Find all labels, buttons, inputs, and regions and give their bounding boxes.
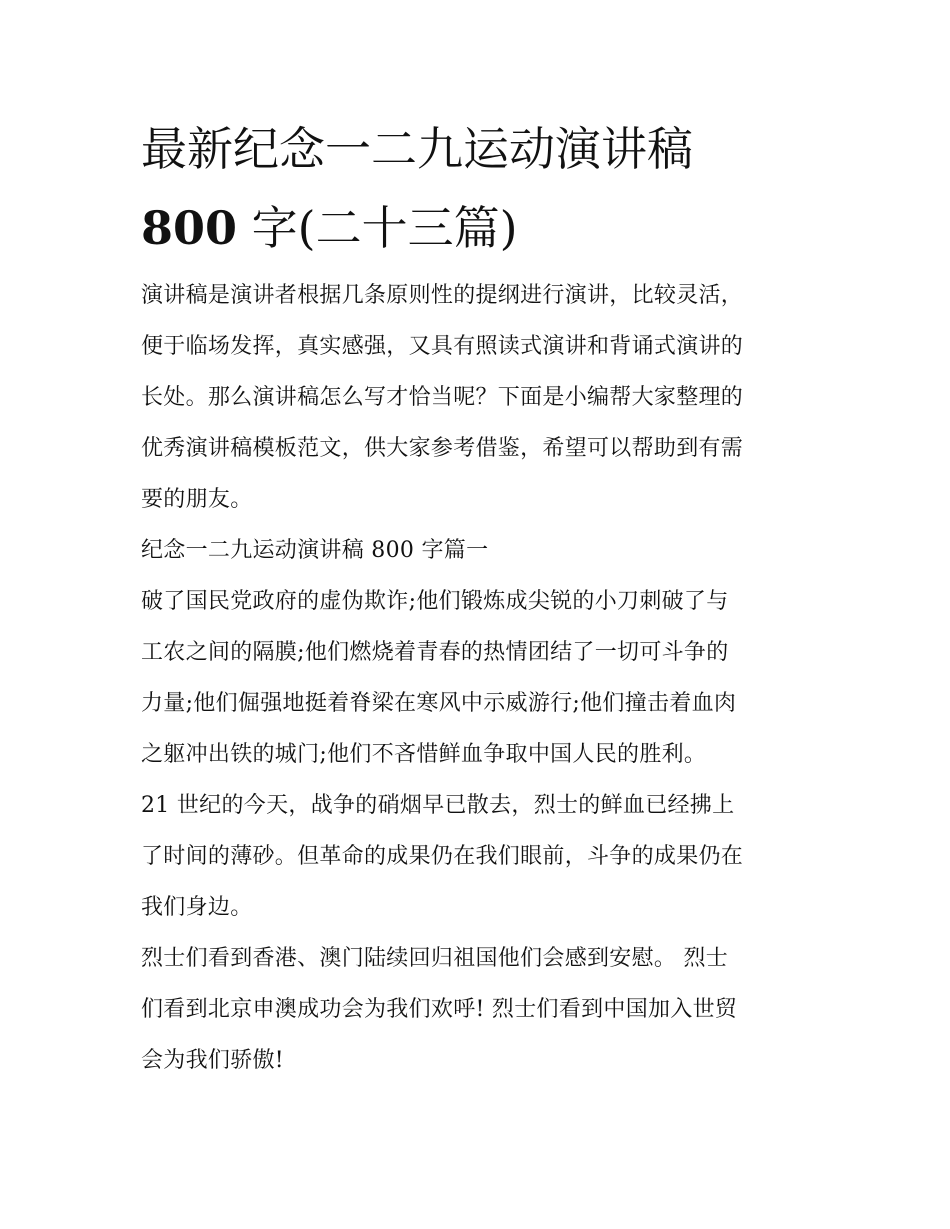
intro-line: 长处。那么演讲稿怎么写才恰当呢？下面是小编帮大家整理的 [141,385,744,410]
intro-line: 演讲稿是演讲者根据几条原则性的提纲进行演讲，比较灵活， [141,283,744,308]
body-line: 会为我们骄傲! [141,1048,284,1073]
body-line: 之躯冲出铁的城门;他们不吝惜鲜血争取中国人民的胜利。 [141,742,707,767]
body-line: 工农之间的隔膜;他们燃烧着青春的热情团结了一切可斗争的 [141,640,729,665]
title-number: 800 [141,201,238,255]
body-paragraph-1 [141,576,816,780]
body-line: 我们身边。 [141,895,253,920]
body-line: 们看到北京申澳成功会为我们欢呼! 烈士们看到中国加入世贸 [141,997,738,1022]
title-suffix: 字(二十三篇) [237,201,518,255]
section-heading-text: 纪念一二九运动演讲稿 800 字篇一 [141,538,489,563]
body-line: 力量;他们倔强地挺着脊梁在寒风中示威游行;他们撞击着血肉 [141,691,737,716]
intro-line: 要的朋友。 [141,487,253,512]
section-heading [141,525,816,576]
body-paragraph-3 [141,933,816,1086]
intro-line: 优秀演讲稿模板范文，供大家参考借鉴，希望可以帮助到有需 [141,436,744,461]
title-line-1: 最新纪念一二九运动演讲稿 [141,122,693,176]
body-line: 21 世纪的今天，战争的硝烟早已散去，烈士的鲜血已经拂上 [141,793,735,818]
title-line-2 [141,186,816,265]
intro-line: 便于临场发挥，真实感强，又具有照读式演讲和背诵式演讲的 [141,334,744,359]
body-paragraph-2 [141,780,816,933]
document-title [141,112,816,265]
body-line: 破了国民党政府的虚伪欺诈;他们锻炼成尖锐的小刀刺破了与 [141,589,729,614]
document-content [141,112,816,1086]
body-line: 烈士们看到香港、澳门陆续回归祖国他们会感到安慰。 烈士 [141,946,729,971]
body-line: 了时间的薄砂。但革命的成果仍在我们眼前，斗争的成果仍在 [141,844,744,869]
intro-paragraph [141,270,816,525]
